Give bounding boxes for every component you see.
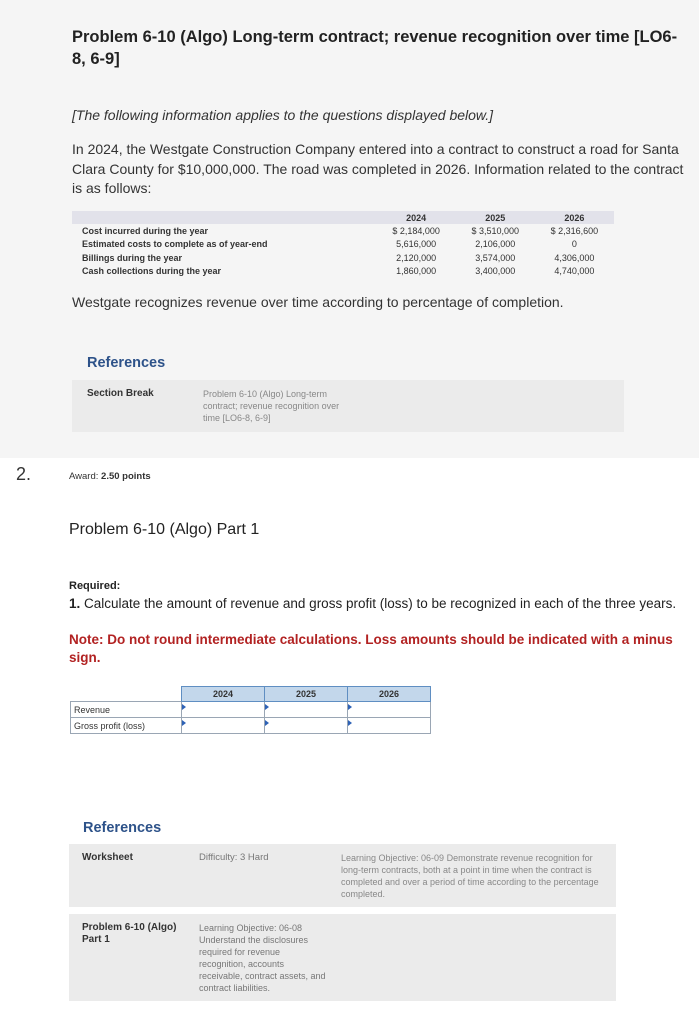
cell-value: 2,106,000: [475, 239, 516, 250]
input-marker-icon: [348, 720, 352, 726]
award-points: [69, 471, 151, 482]
revenue-2025-input[interactable]: [265, 702, 348, 718]
revenue-2025-field[interactable]: [265, 701, 351, 718]
cell-value: 0: [571, 239, 577, 250]
references-heading-bottom[interactable]: References: [83, 820, 162, 836]
worksheet-reference-box: [69, 844, 616, 907]
revenue-label: Revenue: [71, 702, 182, 718]
table-row: [71, 702, 431, 718]
gross-profit-2026-field[interactable]: [348, 717, 434, 734]
table-row: [72, 224, 614, 238]
answer-table: [70, 686, 431, 734]
section-break-box: [72, 380, 624, 432]
section-break-text: Problem 6-10 (Algo) Long-term contract; revenue recognition over time [LO6-8, 6-9]: [203, 389, 340, 423]
gross-profit-2024-field[interactable]: [182, 717, 268, 734]
table-row: [72, 251, 614, 265]
info-header-2026: 2026: [535, 211, 614, 224]
answer-table-header: [71, 687, 431, 702]
answer-header-2024: 2024: [182, 687, 265, 702]
required-label: Required:: [69, 580, 121, 592]
award-prefix: Award:: [69, 471, 99, 482]
cell-value: 3,400,000: [475, 266, 516, 277]
requirement-body: Calculate the amount of revenue and gross profit (loss) to be recognized in each of the three years.: [84, 596, 677, 611]
revenue-2024-field[interactable]: [182, 701, 268, 718]
input-marker-icon: [348, 704, 352, 710]
award-value: 2.50 points: [101, 471, 151, 482]
info-header-blank: [72, 211, 377, 224]
difficulty-text: Difficulty: 3 Hard: [199, 852, 269, 863]
intro-text: In 2024, the Westgate Construction Company entered into a contract to construct a road for Santa Clara County for $10,000,000. The road was completed in 2026. Information related to the contract is as follows:: [72, 141, 684, 196]
cell-value: 1,860,000: [396, 266, 437, 277]
cell-value: $ 3,510,000: [471, 225, 520, 236]
info-header-2024: 2024: [377, 211, 456, 224]
table-row: [71, 718, 431, 734]
revenue-2024-input[interactable]: [182, 702, 265, 718]
learning-objective-08: Learning Objective: 06-08 Understand the disclosures required for revenue recognition, accounts receivable, contract assets, and contract liabilities.: [199, 923, 326, 993]
cell-value: 4,306,000: [554, 252, 595, 263]
row-label: Cash collections during the year: [82, 266, 222, 277]
answer-header-2026: 2026: [348, 687, 431, 702]
cell-value: $ 2,184,000: [392, 225, 440, 236]
worksheet-label[interactable]: Worksheet: [82, 852, 133, 863]
gross-profit-2025-input[interactable]: [265, 718, 348, 734]
revenue-2026-field[interactable]: [348, 701, 434, 718]
gross-profit-2026-input[interactable]: [348, 718, 431, 734]
input-marker-icon: [182, 704, 186, 710]
cell-value: $ 2,316,600: [550, 225, 599, 236]
revenue-2026-input[interactable]: [348, 702, 431, 718]
answer-header-blank: [71, 687, 182, 702]
row-label: Billings during the year: [82, 252, 183, 263]
recognition-text: Westgate recognizes revenue over time according to percentage of completion.: [72, 294, 564, 310]
question-number: 2.: [16, 464, 32, 484]
table-row: [72, 238, 614, 252]
part-reference-label[interactable]: Problem 6-10 (Algo) Part 1: [82, 922, 177, 945]
input-marker-icon: [182, 720, 186, 726]
gross-profit-2025-field[interactable]: [265, 717, 351, 734]
contract-info-table: [72, 211, 614, 278]
info-header-2025: 2025: [456, 211, 535, 224]
requirement-text: [69, 595, 694, 612]
section-break-label: Section Break: [87, 388, 154, 399]
intro-note: [The following information applies to the questions displayed below.]: [72, 107, 494, 123]
cell-value: 5,616,000: [396, 239, 437, 250]
rounding-note: Note: Do not round intermediate calculations. Loss amounts should be indicated with a minus sign.: [69, 632, 673, 665]
references-heading-top[interactable]: References: [87, 355, 166, 371]
part-title: Problem 6-10 (Algo) Part 1: [69, 521, 260, 538]
input-marker-icon: [265, 720, 269, 726]
requirement-number: 1.: [69, 596, 81, 611]
input-marker-icon: [265, 704, 269, 710]
part-reference-box: [69, 914, 616, 1001]
row-label: Estimated costs to complete as of year-end: [82, 239, 268, 250]
learning-objective-09: Learning Objective: 06-09 Demonstrate revenue recognition for long-term contracts, both at a point in time when the contract is completed and over a period of time according to the percentage completed.: [341, 853, 599, 899]
table-row: [72, 265, 614, 279]
gross-profit-2024-input[interactable]: [182, 718, 265, 734]
cell-value: 2,120,000: [396, 252, 437, 263]
cell-value: 3,574,000: [475, 252, 516, 263]
row-label: Cost incurred during the year: [82, 225, 209, 236]
answer-header-2025: 2025: [265, 687, 348, 702]
gross-profit-label: Gross profit (loss): [71, 718, 182, 734]
cell-value: 4,740,000: [554, 266, 595, 277]
problem-title: Problem 6-10 (Algo) Long-term contract; revenue recognition over time [LO6-8, 6-9]: [72, 28, 678, 68]
info-table-header: [72, 211, 614, 224]
